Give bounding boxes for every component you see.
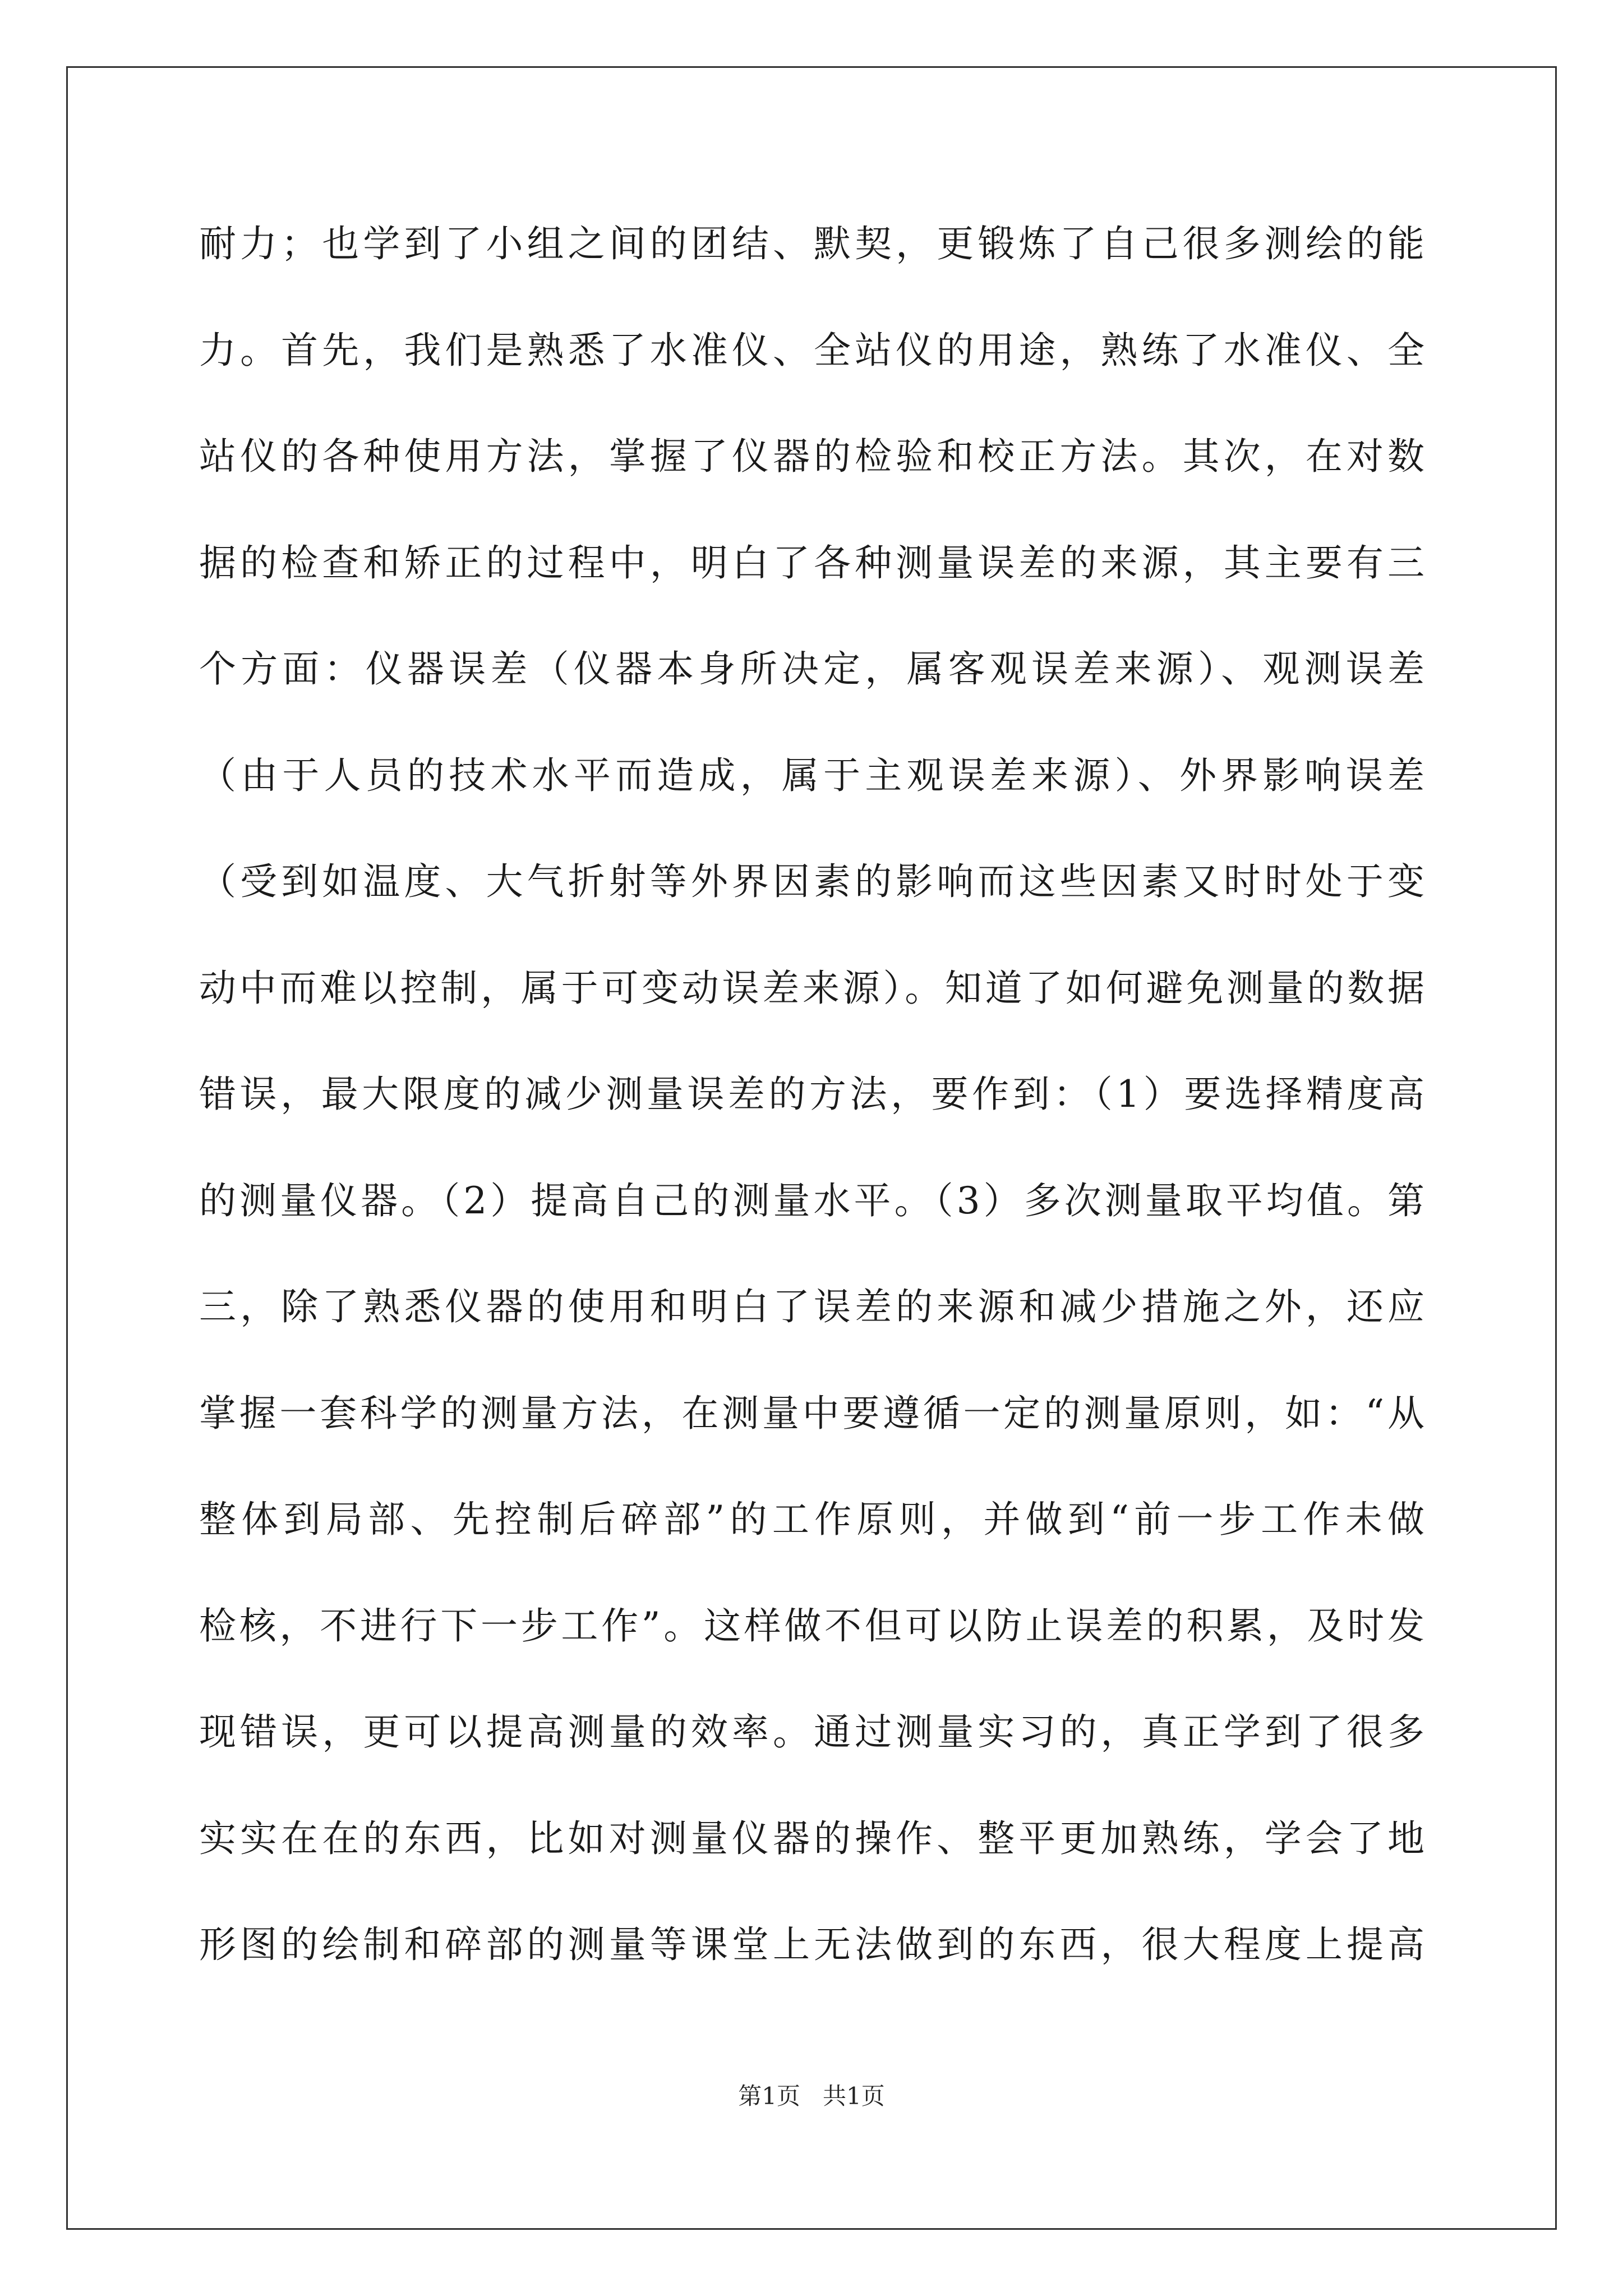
text-line: （受到如温度、大气折射等外界因素的影响而这些因素又时时处于变 <box>199 860 1424 903</box>
text-line: 检核，不进行下一步工作”。这样做不但可以防止误差的积累，及时发 <box>199 1604 1424 1648</box>
text-line: 站仪的各种使用方法，掌握了仪器的检验和校正方法。其次，在对数 <box>199 435 1424 478</box>
page-footer <box>0 2082 1623 2110</box>
text-line: （由于人员的技术水平而造成，属于主观误差来源）、外界影响误差 <box>199 753 1424 797</box>
text-line: 个方面：仪器误差（仪器本身所决定，属客观误差来源）、观测误差 <box>199 647 1424 691</box>
page-number: 第1页 <box>738 2082 800 2110</box>
text-line: 错误，最大限度的减少测量误差的方法，要作到：（1）要选择精度高 <box>199 1073 1424 1116</box>
text-line: 现错误，更可以提高测量的效率。通过测量实习的，真正学到了很多 <box>199 1710 1424 1754</box>
text-line: 整体到局部、先控制后碎部”的工作原则，并做到“前一步工作未做 <box>199 1498 1424 1541</box>
text-line: 力。首先，我们是熟悉了水准仪、全站仪的用途，熟练了水准仪、全 <box>199 328 1424 372</box>
text-line: 据的检查和矫正的过程中，明白了各种测量误差的来源，其主要有三 <box>199 541 1424 585</box>
body-text <box>199 224 1424 2032</box>
text-line: 三，除了熟悉仪器的使用和明白了误差的来源和减少措施之外，还应 <box>199 1285 1424 1328</box>
text-line: 形图的绘制和碎部的测量等课堂上无法做到的东西，很大程度上提高 <box>199 1923 1424 1966</box>
text-line: 的测量仪器。（2）提高自己的测量水平。（3）多次测量取平均值。第 <box>199 1179 1424 1222</box>
page-total: 共1页 <box>823 2082 885 2110</box>
text-line: 动中而难以控制，属于可变动误差来源）。知道了如何避免测量的数据 <box>199 966 1424 1010</box>
text-line: 实实在在的东西，比如对测量仪器的操作、整平更加熟练，学会了地 <box>199 1816 1424 1860</box>
text-line: 耐力；也学到了小组之间的团结、默契，更锻炼了自己很多测绘的能 <box>199 222 1424 265</box>
text-line: 掌握一套科学的测量方法，在测量中要遵循一定的测量原则，如：“从 <box>199 1391 1424 1435</box>
